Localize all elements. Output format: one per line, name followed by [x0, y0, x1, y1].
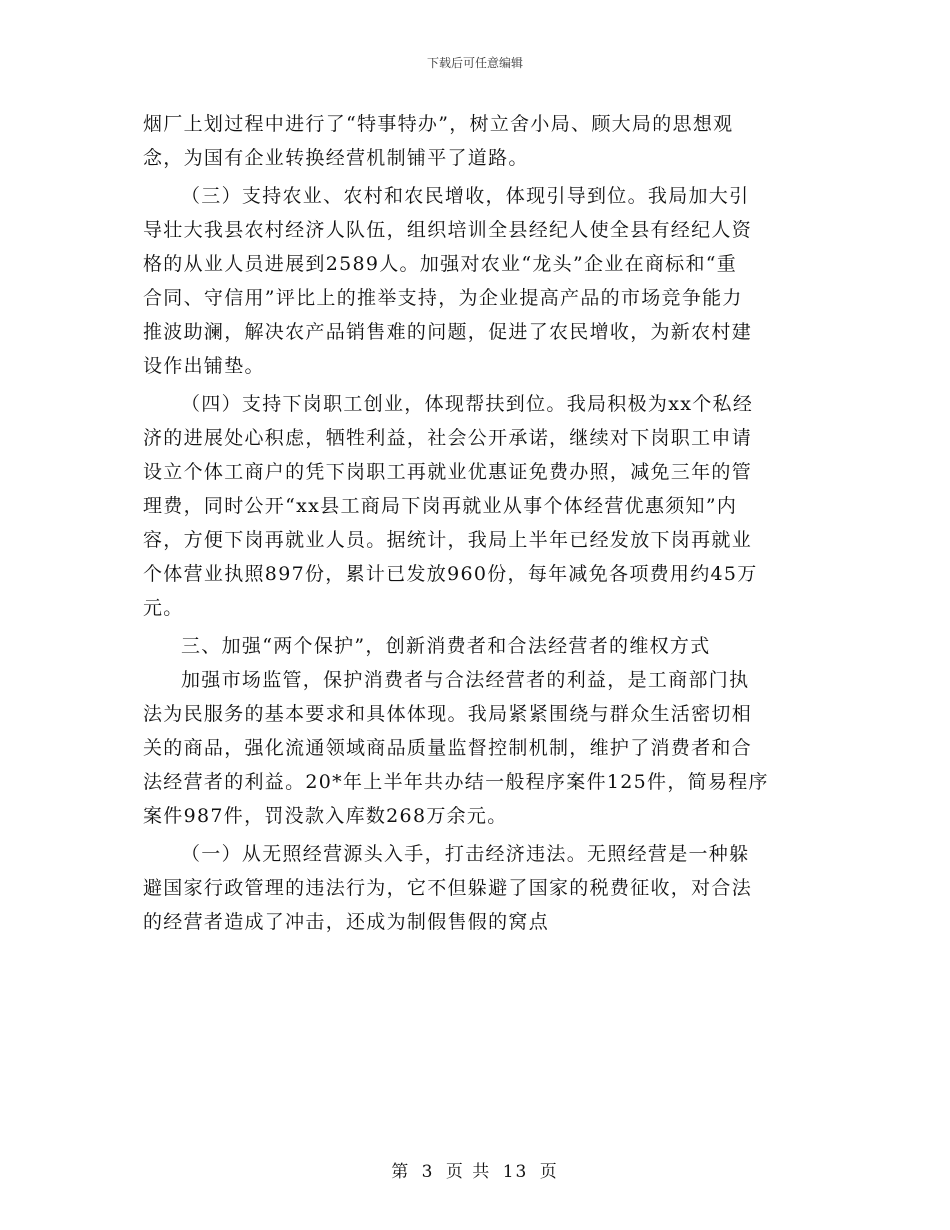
total-page-count: 13 [502, 1162, 529, 1182]
paragraph [143, 107, 807, 175]
text-line: 元。 [143, 597, 184, 619]
paragraph [143, 179, 807, 383]
footer-prefix: 第 [391, 1162, 411, 1182]
text-line: 设作出铺垫。 [143, 355, 265, 377]
text-line: 的经营者造成了冲击，还成为制假售假的窝点 [143, 911, 550, 933]
text-line: 念，为国有企业转换经营机制铺平了道路。 [143, 147, 529, 169]
text-line: 理费，同时公开“xx县工商局下岗再就业从事个体经营优惠须知”内 [143, 495, 738, 517]
page-footer [0, 1157, 950, 1182]
paragraph [143, 387, 807, 625]
text-line: 济的进展处心积虑，牺牲利益，社会公开承诺，继续对下岗职工申请 [143, 427, 753, 449]
text-line: （三）支持农业、农村和农民增收，体现引导到位。我局加大引 [181, 185, 750, 207]
text-line: 案件987件，罚没款入库数268万余元。 [143, 805, 508, 827]
text-line: （四）支持下岗职工创业，体现帮扶到位。我局积极为xx个私经 [181, 393, 754, 415]
current-page-number: 3 [421, 1162, 435, 1182]
document-body [143, 107, 807, 939]
text-line: 法经营者的利益。20*年上半年共办结一般程序案件125件，简易程序 [143, 771, 769, 793]
paragraph [143, 663, 807, 833]
text-line: 加强市场监管，保护消费者与合法经营者的利益，是工商部门执 [181, 669, 750, 691]
text-line: 个体营业执照897份，累计已发放960份，每年减免各项费用约45万 [143, 563, 758, 585]
text-line: 推波助澜，解决农产品销售难的问题，促进了农民增收，为新农村建 [143, 321, 753, 343]
text-line: 导壮大我县农村经济人队伍，组织培训全县经纪人使全县有经纪人资 [143, 219, 753, 241]
section-heading [143, 629, 807, 663]
text-line: 合同、守信用”评比上的推举支持，为企业提高产品的市场竞争能力 [143, 287, 743, 309]
text-line: 设立个体工商户的凭下岗职工再就业优惠证免费办照，减免三年的管 [143, 461, 753, 483]
footer-suffix: 页 [539, 1162, 559, 1182]
paragraph [143, 837, 807, 939]
text-line: 三、加强“两个保护”，创新消费者和合法经营者的维权方式 [181, 635, 711, 657]
text-line: （一）从无照经营源头入手，打击经济违法。无照经营是一种躲 [181, 843, 750, 865]
text-line: 法为民服务的基本要求和具体体现。我局紧紧围绕与群众生活密切相 [143, 703, 753, 725]
footer-middle: 页 共 [445, 1162, 492, 1182]
text-line: 容，方便下岗再就业人员。据统计，我局上半年已经发放下岗再就业 [143, 529, 753, 551]
text-line: 烟厂上划过程中进行了“特事特办”，树立舍小局、顾大局的思想观 [143, 113, 734, 135]
page-header: 下载后可任意编辑 [426, 56, 523, 70]
text-line: 避国家行政管理的违法行为，它不但躲避了国家的税费征收，对合法 [143, 877, 753, 899]
text-line: 格的从业人员进展到2589人。加强对农业“龙头”企业在商标和“重 [143, 253, 738, 275]
text-line: 关的商品，强化流通领域商品质量监督控制机制，维护了消费者和合 [143, 737, 753, 759]
